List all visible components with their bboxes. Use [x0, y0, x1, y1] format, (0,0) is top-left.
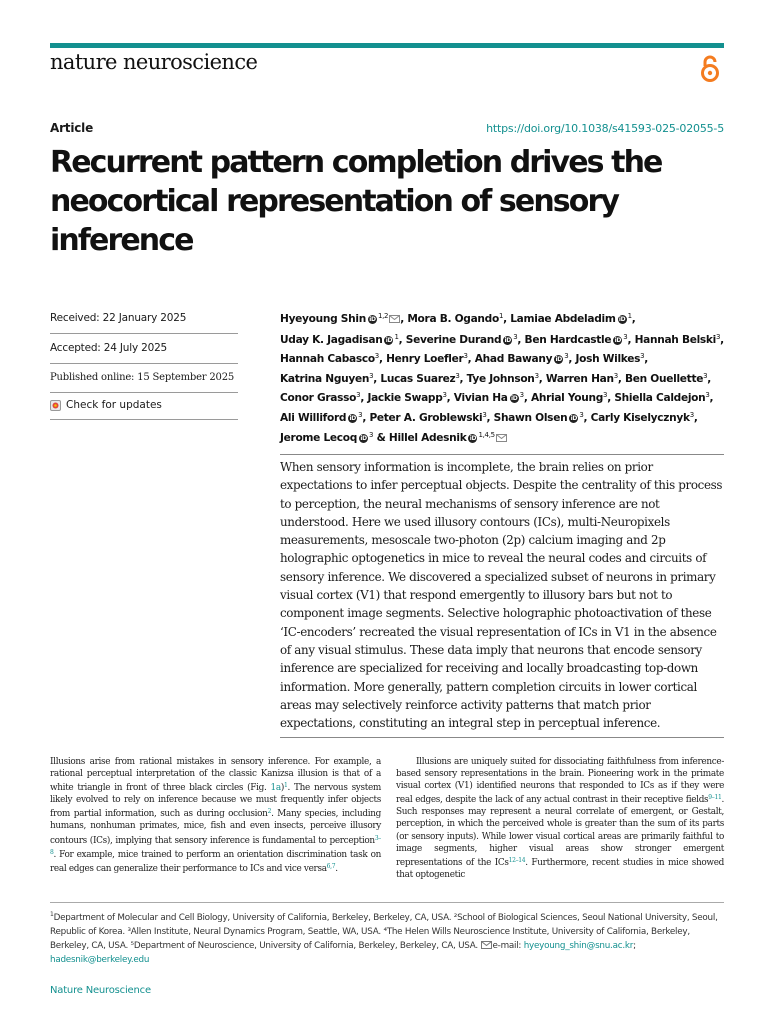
author-line: Conor Grasso$^3$, Jackie Swapp$^3$, Vivian Ha iD $^3$, Ahrial Young$^3$, Shiella Caldejon$^3$,: [280, 391, 714, 405]
author-name[interactable]: Katrina Nguyen$^3$: [280, 371, 374, 385]
orcid-icon[interactable]: iD: [385, 336, 393, 344]
author-line: Jerome Lecoq iD $^3$ & Hillel Adesnik iD $^{1,4,5}$: [280, 427, 730, 448]
abstract-rule: [280, 737, 724, 738]
author-name[interactable]: Tye Johnson$^3$: [466, 371, 539, 385]
author-name[interactable]: Carly Kiselycznyk$^3$: [590, 410, 694, 424]
author-name[interactable]: Uday K. Jagadisan iD $^1$: [280, 332, 399, 346]
author-name[interactable]: Lamiae Abdeladim iD $^1$: [510, 312, 632, 325]
author-name[interactable]: Ali Williford iD $^3$: [280, 410, 363, 424]
author-name[interactable]: Hyeyoung Shin iD $^{1,2}$: [280, 313, 400, 325]
footnote-rule: [50, 902, 724, 903]
mail-icon: [481, 941, 492, 949]
author-name[interactable]: Vivian Ha iD $^3$: [453, 391, 524, 405]
author-name[interactable]: Lucas Suarez$^3$: [380, 371, 460, 385]
author-name[interactable]: Hillel Adesnik iD $^{1,4,5}$: [389, 432, 507, 444]
author-name[interactable]: Warren Han$^3$: [545, 371, 618, 385]
author-name[interactable]: Conor Grasso$^3$: [280, 391, 361, 405]
doi-link[interactable]: https://doi.org/10.1038/s41593-025-02055-5: [486, 122, 724, 135]
author-name[interactable]: Hannah Belski$^3$: [634, 332, 721, 346]
orcid-icon[interactable]: iD: [349, 414, 356, 422]
reference-link[interactable]: 9–11: [708, 794, 722, 802]
author-name[interactable]: Peter A. Groblewski$^3$: [369, 410, 487, 424]
email-link[interactable]: hyeyoung_shin@snu.ac.kr: [523, 940, 634, 951]
publication-dates: [50, 308, 238, 420]
author-name[interactable]: Henry Loefler$^3$: [386, 352, 468, 366]
author-name[interactable]: Ahad Bawany iD $^3$: [474, 352, 569, 366]
author-name[interactable]: Josh Wilkes$^3$: [575, 352, 645, 366]
reference-link[interactable]: 1: [284, 782, 288, 790]
orcid-icon[interactable]: iD: [360, 434, 367, 442]
published-date: Published online: 15 September 2025: [50, 368, 238, 393]
body-column-right: Illusions are uniquely suited for dissociating faithfulness from inference-based sensory representations in the brain. Pioneering work in the primate visual cortex (V1) identified neurons that responded to ICs as if they were real edges, despite the lack of any actual contrast in their receptive fields$^{9-11}$. Such responses may represent a neural correlate of emergent, or Gestalt, perception, in which the perceived whole is greater than the sum of its parts (or sensory inputs). While lower visual cortical areas are primarily faithful to image segments, higher visual areas show stronger emergent representations of the ICs$^{12-14}$. Furthermore, recent studies in mice showed that optogenetic: [396, 757, 724, 880]
received-date: Received: 22 January 2025: [50, 308, 238, 334]
author-line: Katrina Nguyen$^3$, Lucas Suarez$^3$, Tye Johnson$^3$, Warren Han$^3$, Ben Ouellette$^3$,: [280, 371, 711, 385]
author-list: [280, 308, 730, 447]
orcid-icon[interactable]: iD: [555, 356, 562, 364]
author-line: Hannah Cabasco$^3$, Henry Loefler$^3$, Ahad Bawany iD $^3$, Josh Wilkes$^3$,: [280, 352, 649, 366]
orcid-icon[interactable]: iD: [614, 336, 621, 344]
journal-name[interactable]: nature neuroscience: [50, 50, 258, 74]
figure-link[interactable]: 1a: [270, 783, 281, 794]
author-name[interactable]: Ahrial Young$^3$: [530, 391, 608, 405]
author-line: Ali Williford iD $^3$, Peter A. Groblewski$^3$, Shawn Olsen iD $^3$, Carly Kiselycznyk$^3$,: [280, 410, 698, 424]
check-updates-icon: [50, 400, 61, 411]
footer-journal: Nature Neuroscience: [50, 985, 151, 996]
body-column-left: Illusions arise from rational mistakes in sensory inference. For example, a rational perceptual interpretation of the classic Kanizsa illusion is that of a white triangle in front of three black circles (Fig. 1a)$^1$. The nervous system likely evolved to rely on inference because we must frequently infer objects from partial information, such as during occlusion$^2$. Many species, including humans, nonhuman primates, mice, fish and even insects, perceive illusory contours (ICs), implying that sensory inference is fundamental to perception$^{3-8}$. For example, mice trained to perform an orientation discrimination task on real edges can generalize their performance to ICs and vice versa$^{6,7}$.: [50, 757, 382, 874]
author-name[interactable]: Ben Ouellette$^3$: [625, 371, 708, 385]
orcid-icon[interactable]: iD: [618, 316, 626, 323]
author-name[interactable]: Hannah Cabasco$^3$: [280, 352, 379, 366]
article-type-label: Article: [50, 121, 94, 135]
reference-link[interactable]: 6,7: [326, 862, 336, 870]
author-name[interactable]: Mora B. Ogando$^1$: [407, 312, 504, 325]
author-line: Uday K. Jagadisan iD $^1$, Severine Durand iD $^3$, Ben Hardcastle iD $^3$, Hannah Belski$^3$,: [280, 332, 724, 346]
orcid-icon[interactable]: iD: [469, 434, 477, 442]
author-name[interactable]: Shawn Olsen iD $^3$: [493, 410, 584, 424]
author-name[interactable]: Jerome Lecoq iD $^3$: [280, 430, 374, 444]
mail-icon[interactable]: [389, 312, 400, 329]
orcid-icon[interactable]: iD: [504, 336, 511, 344]
orcid-icon[interactable]: iD: [510, 395, 518, 403]
check-for-updates-button[interactable]: [50, 397, 238, 420]
check-updates-label: Check for updates: [66, 399, 162, 411]
reference-link[interactable]: 12–14: [508, 856, 526, 864]
orcid-icon[interactable]: iD: [369, 316, 376, 323]
open-access-icon: [699, 54, 721, 84]
article-title: Recurrent pattern completion drives the neocortical representation of sensory inference: [50, 145, 662, 258]
reference-link[interactable]: 3–8: [50, 834, 381, 856]
reference-link[interactable]: 2: [267, 808, 272, 816]
mail-icon[interactable]: [496, 431, 507, 448]
author-name[interactable]: Shiella Caldejon$^3$: [614, 391, 710, 405]
affiliations-footnote: $^1$Department of Molecular and Cell Biology, University of California, Berkeley, Berkeley, CA, USA. ²School of Biological Sciences, Seoul National University, Seoul, Republic of Korea. ³Allen Institute, Neural Dynamics Program, Seattle, WA, USA. ⁴The Helen Wills Neuroscience Institute, University of California, Berkeley, Berkeley, CA, USA. ⁵Department of Neuroscience, University of California, Berkeley, Berkeley, CA, USA. e-mail: hyeyoung_shin@snu.ac.kr; hadesnik@berkeley.edu: [50, 911, 718, 965]
author-name[interactable]: Ben Hardcastle iD $^3$: [524, 332, 628, 346]
orcid-icon[interactable]: iD: [570, 414, 578, 422]
email-link[interactable]: hadesnik@berkeley.edu: [50, 954, 150, 965]
accepted-date: Accepted: 24 July 2025: [50, 338, 238, 364]
abstract: When sensory information is incomplete, the brain relies on prior expectations to infer perceptual objects. Despite the centrality of this process to perception, the neural mechanisms of sensory inference are not understood. Here we used illusory contours (ICs), multi-Neuropixels measurements, mesoscale two-photon (2p) calcium imaging and 2p holographic optogenetics in mice to reveal the neural codes and circuits of sensory inference. We discovered a specialized subset of neurons in primary visual cortex (V1) that respond emergently to illusory bars but not to component image segments. Selective holographic photoactivation of these ‘IC-encoders’ recreated the visual representation of ICs in V1 in the absence of any visual stimulus. These data imply that neurons that encode sensory inference are specialized for receiving and locally broadcasting top-down information. More generally, pattern completion circuits in lower cortical areas may selectively reinforce activity patterns that match prior expectations, constituting an integral step in perceptual inference.: [280, 454, 724, 732]
header-rule: [50, 43, 724, 48]
author-name[interactable]: Severine Durand iD $^3$: [405, 332, 518, 346]
author-line: Hyeyoung Shin iD $^{1,2}$ , Mora B. Ogando$^1$, Lamiae Abdeladim iD $^1$,: [280, 308, 730, 329]
author-name[interactable]: Jackie Swapp$^3$: [367, 391, 447, 405]
